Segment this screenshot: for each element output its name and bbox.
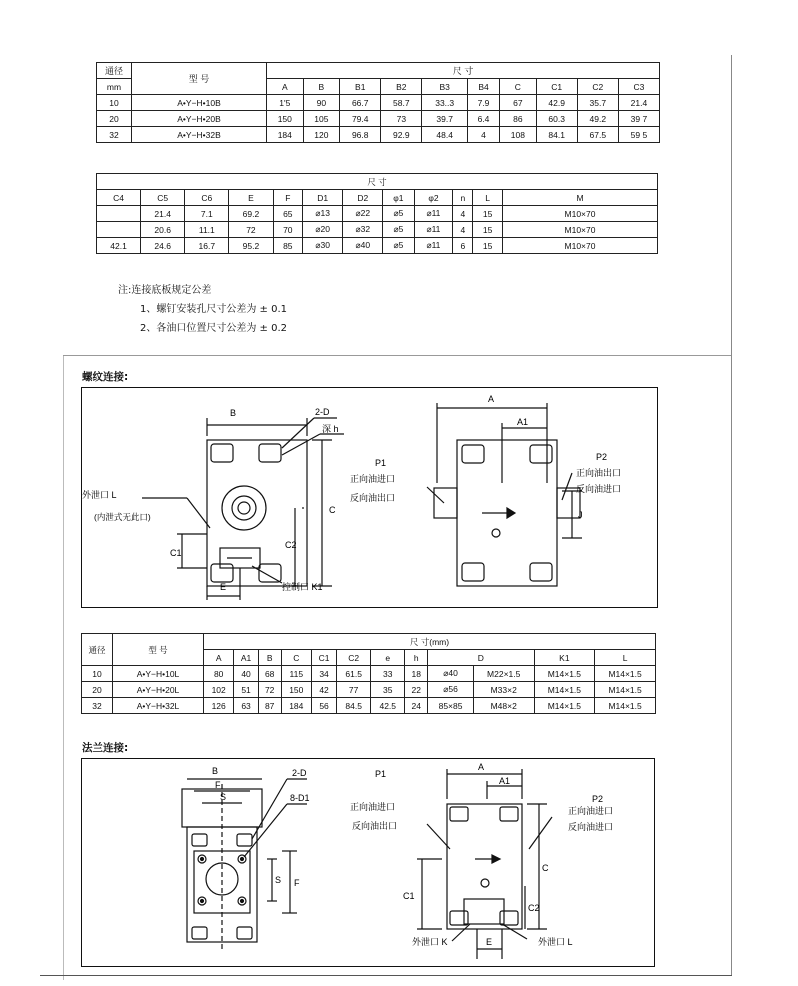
label-S: S xyxy=(220,792,227,802)
cell: M14×1.5 xyxy=(595,698,656,714)
cell: 65 xyxy=(273,206,303,222)
cell: M33×2 xyxy=(473,682,534,698)
cell: 72 xyxy=(229,222,273,238)
flange-drawing-svg xyxy=(82,759,654,966)
dim-label: 尺 寸 xyxy=(267,63,660,79)
label-ext-drain: 外泄口 L xyxy=(82,490,117,500)
spec-table-1 xyxy=(96,62,660,143)
bore-label: 通径 xyxy=(82,634,113,666)
section1-title: 螺纹连接: xyxy=(82,371,129,383)
notes-item-1: 1、螺钉安装孔尺寸公差为 ± 0.1 xyxy=(140,304,288,315)
cell: 24 xyxy=(405,698,428,714)
label-fwd-out: 正向油进口 xyxy=(568,806,614,816)
cell: 77 xyxy=(337,682,371,698)
cell: 51 xyxy=(234,682,258,698)
cell: 20 xyxy=(82,682,113,698)
cell xyxy=(97,222,141,238)
cell: 11.1 xyxy=(185,222,229,238)
cell: 84.1 xyxy=(536,127,577,143)
cell: A•Y−H•32B xyxy=(132,127,267,143)
cell: 32 xyxy=(82,698,113,714)
cell: 56 xyxy=(311,698,336,714)
cell: ⌀11 xyxy=(414,222,453,238)
left-border-line xyxy=(63,355,64,980)
col-header: φ2 xyxy=(414,190,453,206)
label-rev-in: 反向油进口 xyxy=(576,484,622,494)
cell: 32 xyxy=(97,127,132,143)
col-header: D2 xyxy=(343,190,383,206)
dim-label: 尺 寸(mm) xyxy=(204,634,656,650)
cell: M14×1.5 xyxy=(534,682,595,698)
cell: 67.5 xyxy=(577,127,618,143)
label-J: J xyxy=(578,510,583,520)
label-C1: C1 xyxy=(403,891,415,901)
cell: 15 xyxy=(473,206,503,222)
col-header: B4 xyxy=(467,79,499,95)
cell: 34 xyxy=(311,666,336,682)
label-control-port: 控制口 K1 xyxy=(282,582,323,592)
dim-label: 尺 寸 xyxy=(97,174,658,190)
cell: 7.9 xyxy=(467,95,499,111)
model-label: 型 号 xyxy=(113,634,204,666)
cell: 85×85 xyxy=(428,698,474,714)
col-header: n xyxy=(453,190,473,206)
cell: 18 xyxy=(405,666,428,682)
label-A: A xyxy=(488,394,495,404)
col-header: e xyxy=(371,650,405,666)
cell: 84.5 xyxy=(337,698,371,714)
table-row xyxy=(82,666,656,682)
label-2D: 2-D xyxy=(315,407,330,417)
col-header: M xyxy=(503,190,658,206)
cell: A•Y−H•10B xyxy=(132,95,267,111)
label-depth-h: 深 h xyxy=(322,424,339,434)
label-P1: P1 xyxy=(375,769,387,779)
cell: 105 xyxy=(303,111,340,127)
label-S-vertical: S xyxy=(275,875,282,885)
cell: 60.3 xyxy=(536,111,577,127)
table-row xyxy=(82,682,656,698)
label-F: F xyxy=(215,780,221,790)
col-header: A xyxy=(267,79,304,95)
col-header: F xyxy=(273,190,303,206)
cell: M10×70 xyxy=(503,238,658,254)
cell: 184 xyxy=(281,698,311,714)
table-row xyxy=(97,127,660,143)
label-E: E xyxy=(486,937,493,947)
cell: ⌀5 xyxy=(383,222,414,238)
label-fwd-in: 正向油进口 xyxy=(350,474,396,484)
col-header: A1 xyxy=(234,650,258,666)
cell: 10 xyxy=(82,666,113,682)
col-header: A xyxy=(204,650,234,666)
cell: ⌀22 xyxy=(343,206,383,222)
cell: 21.4 xyxy=(141,206,185,222)
cell: 7.1 xyxy=(185,206,229,222)
cell: M14×1.5 xyxy=(595,682,656,698)
cell: ⌀13 xyxy=(303,206,343,222)
notes-title: 注:连接底板规定公差 xyxy=(118,285,212,296)
label-fwd-in: 正向油进口 xyxy=(350,802,396,812)
col-header: C2 xyxy=(577,79,618,95)
cell: 63 xyxy=(234,698,258,714)
cell: M22×1.5 xyxy=(473,666,534,682)
col-header: h xyxy=(405,650,428,666)
cell: 33..3 xyxy=(422,95,468,111)
cell: 126 xyxy=(204,698,234,714)
col-header: K1 xyxy=(534,650,595,666)
label-ext-k: 外泄口 K xyxy=(412,937,448,947)
label-8D1: 8-D1 xyxy=(290,793,310,803)
label-C2: C2 xyxy=(528,903,540,913)
cell: 1'5 xyxy=(267,95,304,111)
cell: 48.4 xyxy=(422,127,468,143)
label-C1: C1 xyxy=(170,548,182,558)
cell: 120 xyxy=(303,127,340,143)
thread-drawing-svg xyxy=(82,388,657,607)
col-header: D1 xyxy=(303,190,343,206)
cell: 15 xyxy=(473,238,503,254)
cell: 150 xyxy=(267,111,304,127)
col-header: B xyxy=(258,650,281,666)
cell: 42.1 xyxy=(97,238,141,254)
bottom-divider xyxy=(40,975,732,976)
cell: 80 xyxy=(204,666,234,682)
cell: 61.5 xyxy=(337,666,371,682)
cell: ⌀11 xyxy=(414,238,453,254)
cell: 33 xyxy=(371,666,405,682)
bore-unit: mm xyxy=(97,79,132,95)
cell: 66.7 xyxy=(340,95,381,111)
cell: 42 xyxy=(311,682,336,698)
cell: ⌀32 xyxy=(343,222,383,238)
label-P1: P1 xyxy=(375,458,387,468)
col-header: L xyxy=(595,650,656,666)
label-C: C xyxy=(329,505,336,515)
col-header: E xyxy=(229,190,273,206)
label-C: C xyxy=(542,863,549,873)
label-P2: P2 xyxy=(592,794,604,804)
cell: 39.7 xyxy=(422,111,468,127)
cell: M10×70 xyxy=(503,206,658,222)
bore-label: 通径 xyxy=(97,63,132,79)
label-A1: A1 xyxy=(517,417,529,427)
cell: 22 xyxy=(405,682,428,698)
label-rev-out: 反向油出口 xyxy=(352,821,398,831)
cell: 85 xyxy=(273,238,303,254)
label-B: B xyxy=(230,408,237,418)
cell: 49.2 xyxy=(577,111,618,127)
cell: M48×2 xyxy=(473,698,534,714)
cell: 68 xyxy=(258,666,281,682)
cell: A•Y−H•10L xyxy=(113,666,204,682)
col-header: B xyxy=(303,79,340,95)
label-int-drain: (内泄式无此口) xyxy=(94,512,151,522)
cell: 35 xyxy=(371,682,405,698)
col-header: C xyxy=(281,650,311,666)
cell: 69.2 xyxy=(229,206,273,222)
cell: 58.7 xyxy=(381,95,422,111)
cell: 20 xyxy=(97,111,132,127)
cell xyxy=(97,206,141,222)
table-row xyxy=(97,111,660,127)
cell: 96.8 xyxy=(340,127,381,143)
cell: 4 xyxy=(467,127,499,143)
cell: 79.4 xyxy=(340,111,381,127)
cell: ⌀30 xyxy=(303,238,343,254)
col-header: C3 xyxy=(618,79,659,95)
label-C2: C2 xyxy=(285,540,297,550)
cell: ⌀40 xyxy=(343,238,383,254)
model-label: 型 号 xyxy=(132,63,267,95)
cell: 16.7 xyxy=(185,238,229,254)
cell: 4 xyxy=(453,222,473,238)
label-P2: P2 xyxy=(596,452,608,462)
cell: 150 xyxy=(281,682,311,698)
cell: 10 xyxy=(97,95,132,111)
cell: ⌀11 xyxy=(414,206,453,222)
table-row xyxy=(97,206,658,222)
cell: 6.4 xyxy=(467,111,499,127)
cell: 90 xyxy=(303,95,340,111)
label-rev-out: 反向油出口 xyxy=(350,493,396,503)
table-row xyxy=(97,222,658,238)
cell: M14×1.5 xyxy=(534,698,595,714)
cell: A•Y−H•32L xyxy=(113,698,204,714)
cell: 95.2 xyxy=(229,238,273,254)
cell: ⌀40 xyxy=(428,666,474,682)
col-header: C1 xyxy=(536,79,577,95)
cell: 24.6 xyxy=(141,238,185,254)
cell: M14×1.5 xyxy=(534,666,595,682)
col-header: C1 xyxy=(311,650,336,666)
col-header: B3 xyxy=(422,79,468,95)
spec-table-2 xyxy=(96,173,658,254)
label-ext-l: 外泄口 L xyxy=(538,937,573,947)
cell: 87 xyxy=(258,698,281,714)
cell: 92.9 xyxy=(381,127,422,143)
cell: ⌀56 xyxy=(428,682,474,698)
cell: 67 xyxy=(500,95,537,111)
cell: M14×1.5 xyxy=(595,666,656,682)
cell: 184 xyxy=(267,127,304,143)
cell: 42.5 xyxy=(371,698,405,714)
label-2D: 2-D xyxy=(292,768,307,778)
notes-item-2: 2、各油口位置尺寸公差为 ± 0.2 xyxy=(140,323,288,334)
cell: 35.7 xyxy=(577,95,618,111)
cell: A•Y−H•20L xyxy=(113,682,204,698)
top-divider xyxy=(63,355,731,356)
label-A: A xyxy=(478,762,485,772)
col-header: B2 xyxy=(381,79,422,95)
cell: ⌀20 xyxy=(303,222,343,238)
label-rev-in: 反向油进口 xyxy=(568,822,614,832)
cell: 6 xyxy=(453,238,473,254)
table-row xyxy=(82,698,656,714)
section2-title: 法兰连接: xyxy=(82,742,129,754)
cell: 72 xyxy=(258,682,281,698)
cell: 73 xyxy=(381,111,422,127)
col-header: C6 xyxy=(185,190,229,206)
label-fwd-out: 正向油出口 xyxy=(576,468,622,478)
cell: 39 7 xyxy=(618,111,659,127)
col-header: φ1 xyxy=(383,190,414,206)
flange-connection-drawing xyxy=(81,758,655,967)
cell: 59 5 xyxy=(618,127,659,143)
cell: 21.4 xyxy=(618,95,659,111)
cell: 115 xyxy=(281,666,311,682)
thread-connection-drawing xyxy=(81,387,658,608)
cell: 102 xyxy=(204,682,234,698)
spec-table-3 xyxy=(81,633,656,714)
right-border-line xyxy=(731,55,732,975)
table-row xyxy=(97,95,660,111)
cell: M10×70 xyxy=(503,222,658,238)
col-header: C5 xyxy=(141,190,185,206)
col-header: C xyxy=(500,79,537,95)
col-header: C2 xyxy=(337,650,371,666)
col-header: D xyxy=(428,650,534,666)
cell: 20.6 xyxy=(141,222,185,238)
cell: 108 xyxy=(500,127,537,143)
label-B: B xyxy=(212,766,219,776)
cell: A•Y−H•20B xyxy=(132,111,267,127)
label-A1: A1 xyxy=(499,776,511,786)
cell: ⌀5 xyxy=(383,238,414,254)
cell: ⌀5 xyxy=(383,206,414,222)
col-header: C4 xyxy=(97,190,141,206)
table-row xyxy=(97,238,658,254)
cell: 15 xyxy=(473,222,503,238)
cell: 70 xyxy=(273,222,303,238)
cell: 42.9 xyxy=(536,95,577,111)
cell: 40 xyxy=(234,666,258,682)
cell: 4 xyxy=(453,206,473,222)
cell: 86 xyxy=(500,111,537,127)
label-E: E xyxy=(220,582,227,592)
col-header: B1 xyxy=(340,79,381,95)
label-F-vertical: F xyxy=(294,878,300,888)
col-header: L xyxy=(473,190,503,206)
